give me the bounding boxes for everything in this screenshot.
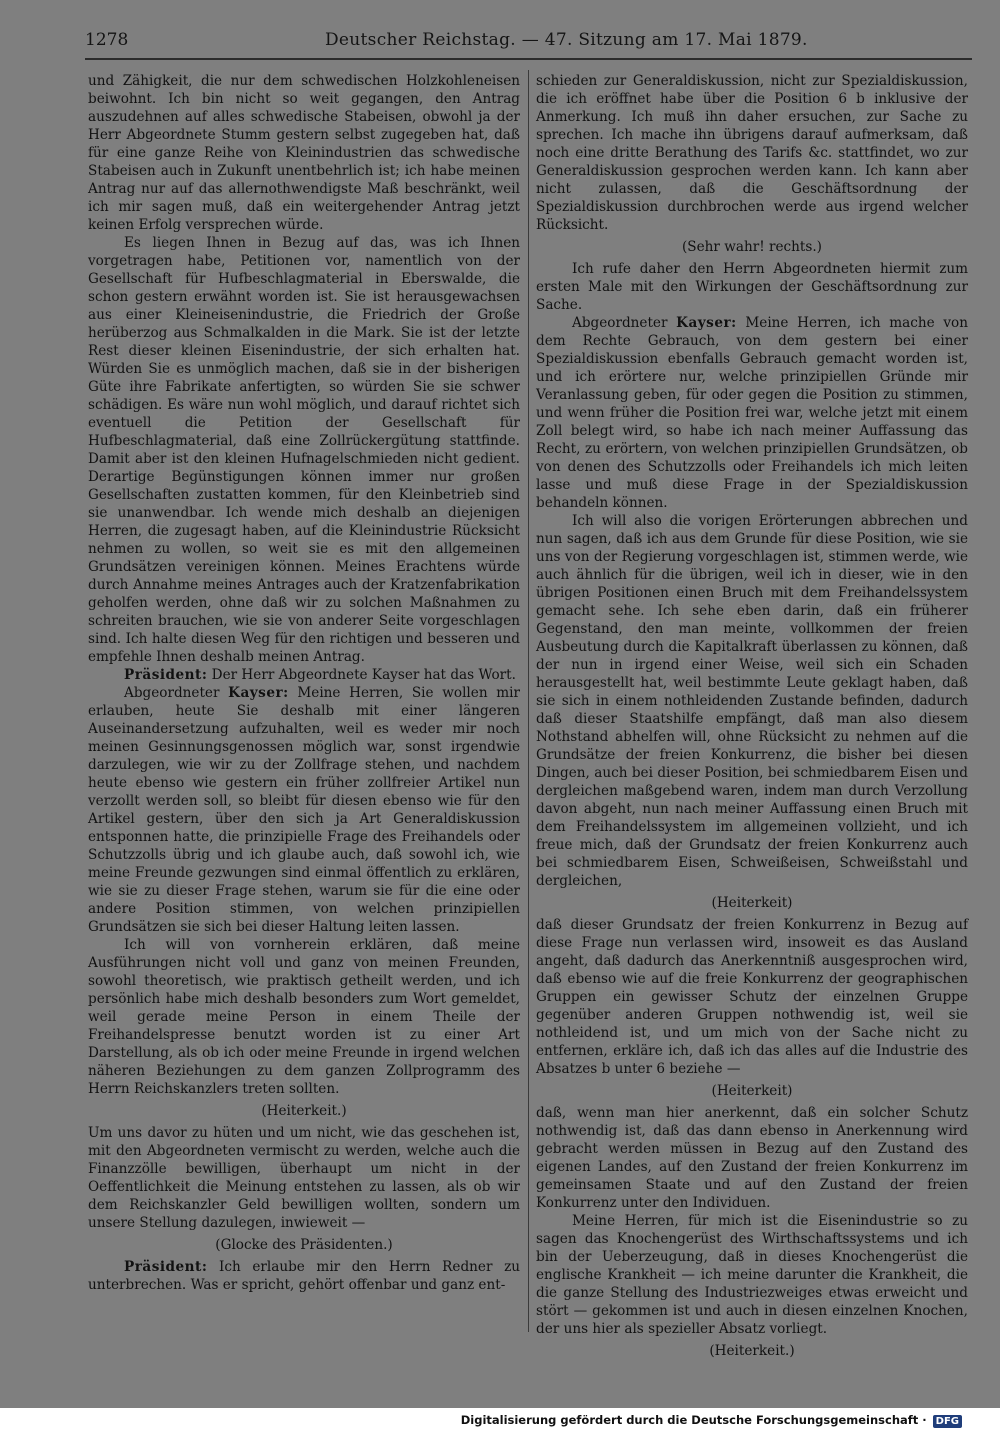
left-column <box>88 72 520 1328</box>
paragraph <box>88 234 520 666</box>
speaker-prefix: Abgeordneter <box>572 315 677 331</box>
paragraph-text: Ich will also die vorigen Erörterungen abbrechen und nun sagen, daß ich aus dem Grunde für diese Position, wie sie uns von der Regierung vorgeschlagen ist, stimmen werde, wie auch ähnlich für die übrigen, weil ich in dieser, wie in den übrigen Positionen einen Bruch mit dem Freihandelssystem gemacht sehe. Ich sehe eben darin, daß ein früherer Gegenstand, den man meinte, vollkommen der freien Ausbeutung durch die Kapitalkraft überlassen zu können, daß der nun in irgend einer Weise, weil sich ein Schaden herausgestellt hat, weil bestimmte Leute geklagt haben, daß sie sich in einem nothleidenden Zustande befinden, dadurch daß dieser Staatshilfe empfängt, daß man also diesem Nothstand abhelfen will, ohne Rücksicht zu nehmen auf die Grundsätze der freien Konkurrenz, die bisher bei diesen Dingen, auch bei dieser Position, bei schmiedbarem Eisen und dergleichen maßgebend waren, indem man durch Verzollung davon abgeht, nun nach meiner Auffassung einen Bruch mit dem Freihandelssystem im allgemeinen vollzieht, und ich freue mich, daß der Grundsatz der freien Konkurrenz auch bei schmiedbarem Eisen, Schweißeisen, Schweißstahl und dergleichen, <box>536 513 968 889</box>
paragraph-text: Um uns davor zu hüten und um nicht, wie das geschehen ist, mit den Abgeordneten vermischt zu werden, welche auch die Finanzzölle bewilligen, überhaupt um nicht in der Oeffentlichkeit die Meinung entstehen zu lassen, als ob wir dem Reichskanzler Geld bewilligen wollten, sondern um unsere Stellung dazulegen, inwieweit — <box>88 1125 520 1231</box>
stage-direction <box>536 894 968 912</box>
dfg-logo: DFG <box>933 1415 962 1428</box>
paragraph-text: Ich rufe daher den Herrn Abgeordneten hiermit zum ersten Male mit den Wirkungen der Geschäftsordnung zur Sache. <box>536 261 968 313</box>
footer-credit <box>461 1413 962 1428</box>
paragraph-text: Ich erlaube mir den Herrn Redner zu unterbrechen. Was er spricht, gehört offenbar und ganz ent- <box>88 1259 520 1293</box>
page-header <box>85 30 970 60</box>
stage-direction <box>88 1102 520 1120</box>
speaker-name: Kayser: <box>228 685 289 701</box>
stage-direction <box>536 1342 968 1360</box>
paragraph-text: und Zähigkeit, die nur dem schwedischen Holzkohleneisen beiwohnt. Ich bin nicht so weit gegangen, den Antrag auszudehnen auf alles schwedische Stabeisen, obwohl ja der Herr Abgeordnete Stumm gestern selbst zugegeben hat, daß für eine ganze Reihe von Kleinindustrien das schwedische Stabeisen auch in Zukunft unentbehrlich ist; ich habe meinen Antrag nur auf das allernothwendigste Maß beschränkt, weil ich mir sagen muß, daß ein weitergehender Antrag jetzt keinen Erfolg versprechen würde. <box>88 73 520 233</box>
speaker-prefix: Abgeordneter <box>124 685 229 701</box>
page-number: 1278 <box>85 30 129 50</box>
paragraph <box>536 1212 968 1338</box>
footer-text: Digitalisierung gefördert durch die Deutsche Forschungsgemeinschaft · <box>460 1413 927 1427</box>
paragraph <box>536 512 968 890</box>
paragraph <box>88 936 520 1098</box>
speaker-name: Präsident: <box>124 667 208 683</box>
paragraph-text: Der Herr Abgeordnete Kayser hat das Wort. <box>207 667 516 683</box>
paragraph-text: daß, wenn man hier anerkennt, daß ein solcher Schutz nothwendig ist, daß das dann ebenso in Anerkennung wird gebracht werden müssen in Bezug auf den Zustand des eigenen Landes, auf den Zustand der freien Konkurrenz im gemeinsamen Staate und auf den Zustand der freien Konkurrenz unter den Individuen. <box>536 1105 968 1211</box>
paragraph <box>88 666 520 684</box>
paragraph <box>88 72 520 234</box>
paragraph-text: Ich will von vornherein erklären, daß meine Ausführungen nicht voll und ganz von meinen Freunden, sowohl theoretisch, wie praktisch getheilt werden, und ich persönlich habe mich deshalb besonders zum Wort gemeldet, weil gerade meine Person in einem Theile der Freihandelspresse benutzt worden ist zu einer Art Darstellung, als ob ich oder meine Freunde in irgend welchen näheren Beziehungen zu dem ganzen Zollprogramm des Herrn Reichskanzlers treten sollten. <box>88 937 520 1097</box>
stage-direction <box>536 1082 968 1100</box>
paragraph-text: daß dieser Grundsatz der freien Konkurrenz in Bezug auf diese Frage nun verlassen wird, insoweit es das Ausland angeht, daß dadurch das Anerkenntniß ausgesprochen wird, daß ebenso wie auf die freie Konkurrenz der geographischen Gruppen ein gewisser Schutz der einzelnen Gruppe gegenüber anderen Gruppen nothwendig ist, weil sie nothleidend ist, und um mich von der Sache nicht zu entfernen, erkläre ich, daß ich das alles auf die Industrie des Absatzes b unter 6 beziehe — <box>536 917 968 1077</box>
paragraph-text: Es liegen Ihnen in Bezug auf das, was ich Ihnen vorgetragen habe, Petitionen vor, namentlich von der Gesellschaft für Hufbeschlagmaterial in Eberswalde, die schon gestern erwähnt worden ist. Sie ist herausgewachsen aus einer Kleineisenindustrie, die Friedrich der Große herüberzog aus Schmalkalden in die Mark. Sie ist der letzte Rest dieser kleinen Eisenindustrie, der sich erhalten hat. Würden Sie es unmöglich machen, daß sie in der bisherigen Güte ihre Fabrikate anfertigten, so würden Sie sie schwer schädigen. Es wäre nun wohl möglich, und darauf richtet sich eventuell die Petition der Gesellschaft für Hufbeschlagmaterial, daß eine Zollrückergütung stattfinde. Damit aber ist den kleinen Hufnagelschmieden nicht gedient. Derartige Begünstigungen können immer nur großen Gesellschaften zustatten kommen, für den Kleinbetrieb sind sie unanwendbar. Ich wende mich deshalb an diejenigen Herren, die zugesagt haben, auf die Kleinindustrie Rücksicht nehmen zu wollen, so weit sie es mit den allgemeinen Grundsätzen vereinigen können. Meines Erachtens würde durch Annahme meines Antrages auch der Kratzenfabrikation geholfen werden, ohne daß wir zu solchen Maßnahmen zu schreiten brauchen, wie sie von anderer Seite vorgeschlagen sind. Ich halte diesen Weg für den richtigen und besseren und empfehle Ihnen deshalb meinen Antrag. <box>88 235 520 665</box>
speaker-name: Präsident: <box>124 1259 208 1275</box>
paragraph-text: Meine Herren, Sie wollen mir erlauben, heute Sie deshalb mit einer längeren Auseinandersetzung aufzuhalten, weil es weder mir noch meinen Gesinnungsgenossen möglich war, sonst irgendwie darzulegen, wie wir zu der Zollfrage stehen, und nachdem heute ebenso wie gestern ein früher zollfreier Artikel nun verzollt werden soll, so bleibt für diesen ebenso wie für den Artikel gestern, über den sich ja Art Generaldiskussion entsponnen hatte, die prinzipielle Frage des Freihandels oder Schutzzolls übrig und ich glaube auch, daß sowohl ich, wie meine Freunde gezwungen sind einmal öffentlich zu erklären, wie sie zu dieser Frage stehen, warum sie für die eine oder andere Position stimmen, von welchen prinzipiellen Grundsätzen sie sich bei dieser Haltung leiten lassen. <box>88 685 520 935</box>
paragraph <box>536 916 968 1078</box>
paragraph-text: (Heiterkeit.) <box>709 1343 795 1359</box>
paragraph <box>88 684 520 936</box>
paragraph-text: (Sehr wahr! rechts.) <box>682 239 822 255</box>
right-column <box>536 72 968 1359</box>
paragraph-text: (Glocke des Präsidenten.) <box>215 1237 393 1253</box>
paragraph <box>88 1258 520 1294</box>
stage-direction <box>536 238 968 256</box>
paragraph-text: (Heiterkeit) <box>711 1083 793 1099</box>
paragraph <box>536 72 968 234</box>
paragraph-text: schieden zur Generaldiskussion, nicht zur Spezialdiskussion, die ich eröffnet habe über die Position 6 b inklusive der Anmerkung. Ich muß ihn daher ersuchen, zur Sache zu sprechen. Ich mache ihn übrigens darauf aufmerksam, daß noch eine dritte Berathung des Tarifs &c. stattfindet, wo zur Generaldiskussion gesprochen werden kann. Ich kann aber nicht zulassen, daß die Geschäftsordnung der Spezialdiskussion durchbrochen werde aus irgend welcher Rücksicht. <box>536 73 968 233</box>
paragraph-text: Meine Herren, ich mache von dem Rechte Gebrauch, von dem gestern bei einer Spezialdiskussion ebenfalls Gebrauch gemacht worden ist, und ich erörtere nur, welche prinzipiellen Gründe mir Veranlassung geben, für oder gegen die Position zu stimmen, und wenn früher die Position frei war, welche jetzt mit einem Zoll belegt wird, so habe ich nach meiner Auffassung das Recht, zu erörtern, von welchen prinzipiellen Grundsätzen, ob von denen des Schutzzolls oder Freihandels ich mich leiten lasse und muß diese Frage in der Spezialdiskussion behandeln können. <box>536 315 968 511</box>
paragraph <box>536 314 968 512</box>
paragraph-text: (Heiterkeit) <box>711 895 793 911</box>
page-title: Deutscher Reichstag. — 47. Sitzung am 17. Mai 1879. <box>325 30 808 50</box>
paragraph <box>536 260 968 314</box>
header-rule <box>85 58 972 60</box>
column-divider <box>528 70 529 1332</box>
paragraph-text: Meine Herren, für mich ist die Eisenindustrie so zu sagen das Knochengerüst des Wirthschaftssystems und ich bin der Ueberzeugung, daß in dieses Knochengerüst die englische Krankheit — ich meine darunter die Krankheit, die die ganze Stellung des Industriezweiges etwas erweicht und stört — gekommen ist und auch in diesen einzelnen Knochen, der uns hier als spezieller Absatz vorliegt. <box>536 1213 968 1337</box>
paragraph-text: (Heiterkeit.) <box>261 1103 347 1119</box>
paragraph <box>88 1124 520 1232</box>
stage-direction <box>88 1236 520 1254</box>
speaker-name: Kayser: <box>676 315 737 331</box>
paragraph <box>536 1104 968 1212</box>
